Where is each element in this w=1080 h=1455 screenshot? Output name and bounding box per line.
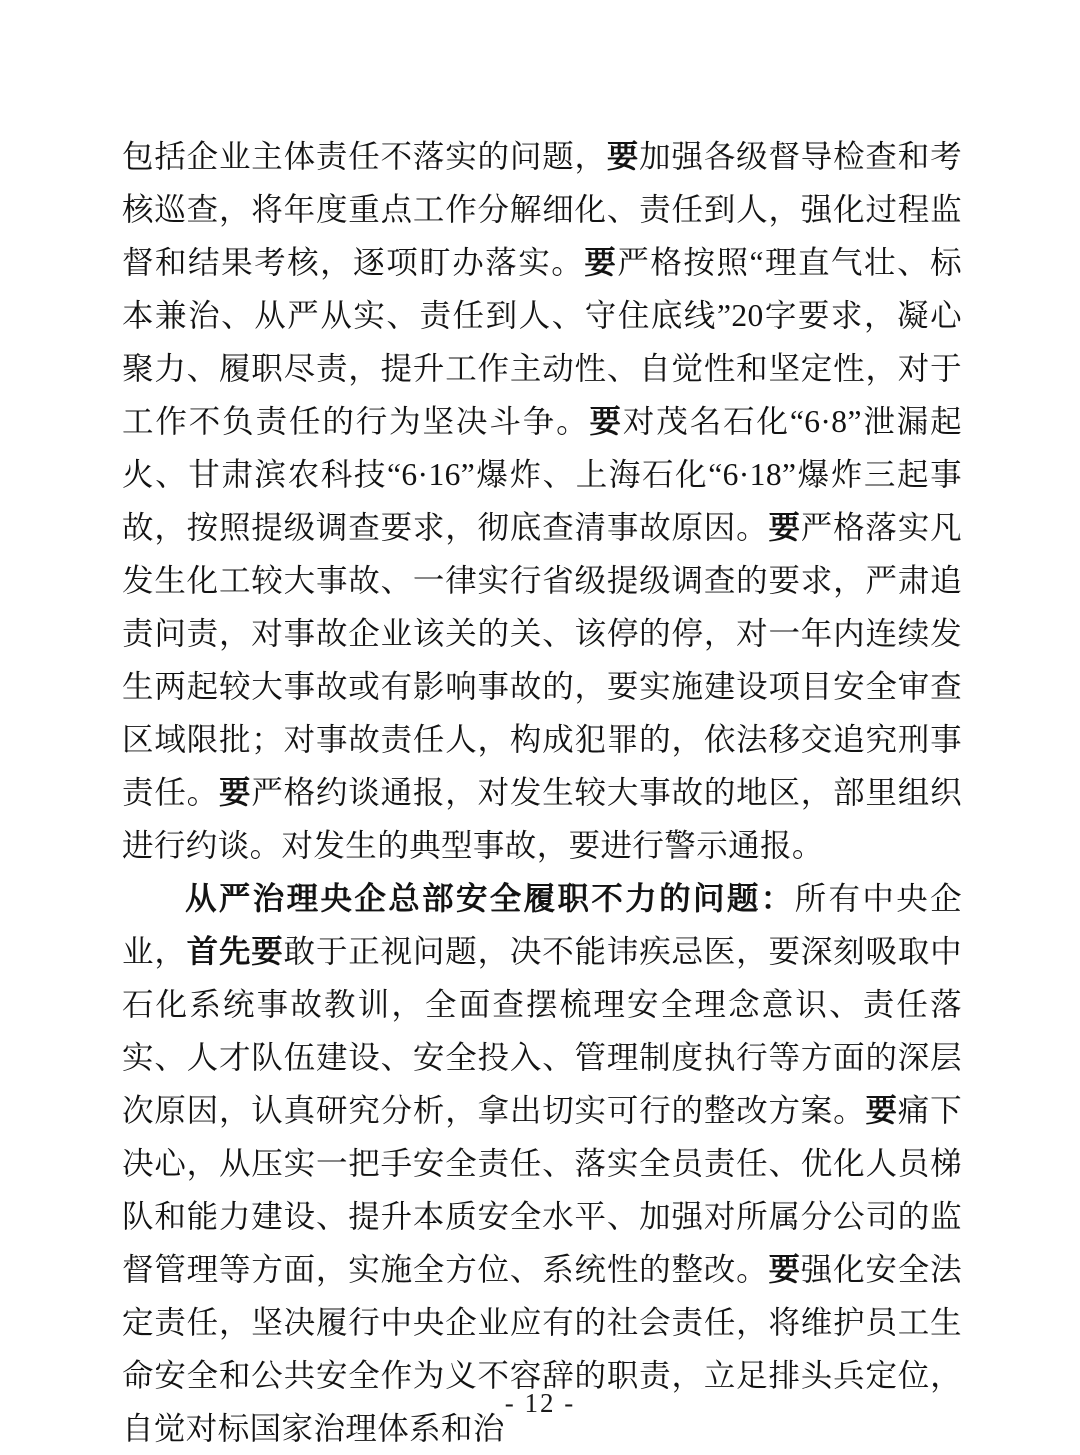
text-run: 对茂名石化“6·8”泄漏起火、甘肃滨农科技“6·16”爆炸、上海石化“6·18”爆炸三起事故，按照提级调查要求，彻底查清事故原因。 <box>122 404 962 545</box>
paragraph-2 <box>122 872 962 1455</box>
text-run: 严格按照“理直气壮、标本兼治、从严从实、责任到人、守住底线”20字要求，凝心聚力、履职尽责，提升工作主动性、自觉性和坚定性，对于工作不负责任的行为坚决斗争。 <box>122 245 962 439</box>
emphasis-run: 要 <box>606 139 640 174</box>
emphasis-run: 首先要 <box>186 934 284 969</box>
emphasis-run: 要 <box>589 404 623 439</box>
text-run: 严格约谈通报，对发生较大事故的地区，部里组织进行约谈。对发生的典型事故，要进行警示通报。 <box>122 775 963 863</box>
text-run: 加强各级督导检查和考核巡查，将年度重点工作分解细化、责任到人，强化过程监督和结果考核，逐项盯办落实。 <box>122 139 962 280</box>
paragraph-1 <box>122 130 962 872</box>
text-run: 包括企业主体责任不落实的问题， <box>122 139 607 174</box>
text-run: 强化安全法定责任，坚决履行中央企业应有的社会责任，将维护员工生命安全和公共安全作为义不容辞的职责，立足排头兵定位，自觉对标国家治理体系和治 <box>122 1252 962 1446</box>
page-number: - 12 - <box>504 1388 576 1418</box>
emphasis-run: 从严治理央企总部安全履职不力的问题： <box>185 881 795 916</box>
emphasis-run: 要 <box>584 245 618 280</box>
emphasis-run: 要 <box>865 1093 898 1128</box>
emphasis-run: 要 <box>768 510 801 545</box>
text-run: 严格落实凡发生化工较大事故、一律实行省级提级调查的要求，严肃追责问责，对事故企业该关的关、该停的停，对一年内连续发生两起较大事故或有影响事故的，要实施建设项目安全审查区域限批；对事故责任人，构成犯罪的，依法移交追究刑事责任。 <box>122 510 962 810</box>
emphasis-run: 要 <box>768 1252 801 1287</box>
text-run: 痛下决心，从压实一把手安全责任、落实全员责任、优化人员梯队和能力建设、提升本质安全水平、加强对所属分公司的监督管理等方面，实施全方位、系统性的整改。 <box>122 1093 962 1287</box>
emphasis-run: 要 <box>218 775 252 810</box>
text-run: 敢于正视问题，决不能讳疾忌医，要深刻吸取中石化系统事故教训，全面查摆梳理安全理念意识、责任落实、人才队伍建设、安全投入、管理制度执行等方面的深层次原因，认真研究分析，拿出切实可行的整改方案。 <box>122 934 963 1128</box>
text-run: 所有中央企业， <box>122 881 962 969</box>
document-body <box>122 130 962 1455</box>
